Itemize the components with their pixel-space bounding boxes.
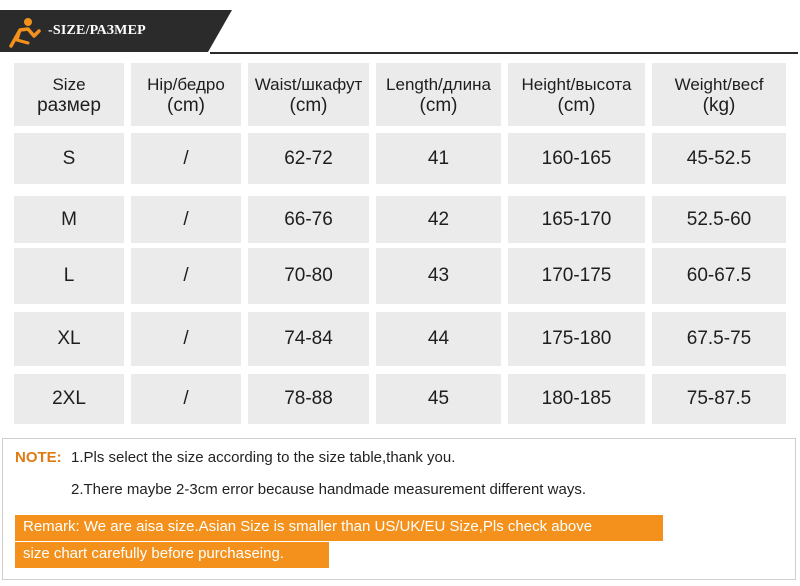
table-cell-weight: 52.5-60 (652, 196, 786, 243)
table-cell-waist: 62-72 (248, 133, 369, 184)
note-line-2: 2.There maybe 2-3cm error because handmade measurement different ways. (71, 481, 586, 498)
table-cell-size: 2XL (14, 374, 124, 424)
table-cell-height: 160-165 (508, 133, 645, 184)
header-cell-weight (652, 63, 786, 126)
header-label: (cm) (289, 94, 328, 116)
header-cell-height (508, 63, 645, 126)
header-label: Size (52, 74, 86, 94)
table-cell-hip: / (131, 196, 241, 243)
header-label: (kg) (702, 94, 736, 116)
table-cell-weight: 45-52.5 (652, 133, 786, 184)
header-label: размер (37, 94, 101, 116)
table-cell-waist: 66-76 (248, 196, 369, 243)
header-label: Hip/бедро (147, 74, 225, 94)
note-label: NOTE: (15, 449, 62, 466)
table-cell-weight: 67.5-75 (652, 312, 786, 366)
table-cell-hip: / (131, 312, 241, 366)
table-cell-size: M (14, 196, 124, 243)
header-label: (cm) (167, 94, 205, 116)
header-label: Waist/шкафут (254, 74, 363, 94)
remark-line-2: size chart carefully before purchaseing. (15, 542, 329, 568)
table-cell-height: 180-185 (508, 374, 645, 424)
table-cell-waist: 78-88 (248, 374, 369, 424)
table-cell-hip: / (131, 374, 241, 424)
table-cell-weight: 75-87.5 (652, 374, 786, 424)
header-label: Length/длина (386, 74, 491, 94)
table-cell-waist: 70-80 (248, 248, 369, 304)
header-cell-length (376, 63, 501, 126)
table-cell-size: XL (14, 312, 124, 366)
table-cell-hip: / (131, 248, 241, 304)
table-cell-height: 175-180 (508, 312, 645, 366)
table-cell-length: 45 (376, 374, 501, 424)
table-cell-length: 41 (376, 133, 501, 184)
header-label: (cm) (419, 94, 458, 116)
table-cell-length: 42 (376, 196, 501, 243)
header-cell-hip (131, 63, 241, 126)
brand-figure-icon (8, 16, 42, 48)
table-cell-length: 44 (376, 312, 501, 366)
header-cell-waist (248, 63, 369, 126)
table-cell-size: S (14, 133, 124, 184)
header-label: Weight/весf (674, 74, 764, 94)
remark-line-1: Remark: We are aisa size.Asian Size is smaller than US/UK/EU Size,Pls check above (15, 515, 663, 541)
table-cell-length: 43 (376, 248, 501, 304)
header-cell-size (14, 63, 124, 126)
table-cell-size: L (14, 248, 124, 304)
header-label: (cm) (557, 94, 596, 116)
table-cell-height: 165-170 (508, 196, 645, 243)
note-line-1: 1.Pls select the size according to the size table,thank you. (71, 449, 456, 466)
table-cell-hip: / (131, 133, 241, 184)
header-banner (0, 8, 800, 52)
banner-divider (210, 52, 798, 54)
table-cell-weight: 60-67.5 (652, 248, 786, 304)
header-label: Height/высота (521, 74, 632, 94)
notes-panel (2, 438, 796, 580)
table-cell-waist: 74-84 (248, 312, 369, 366)
table-cell-height: 170-175 (508, 248, 645, 304)
page-title: -SIZE/РАЗМЕР (48, 23, 146, 38)
